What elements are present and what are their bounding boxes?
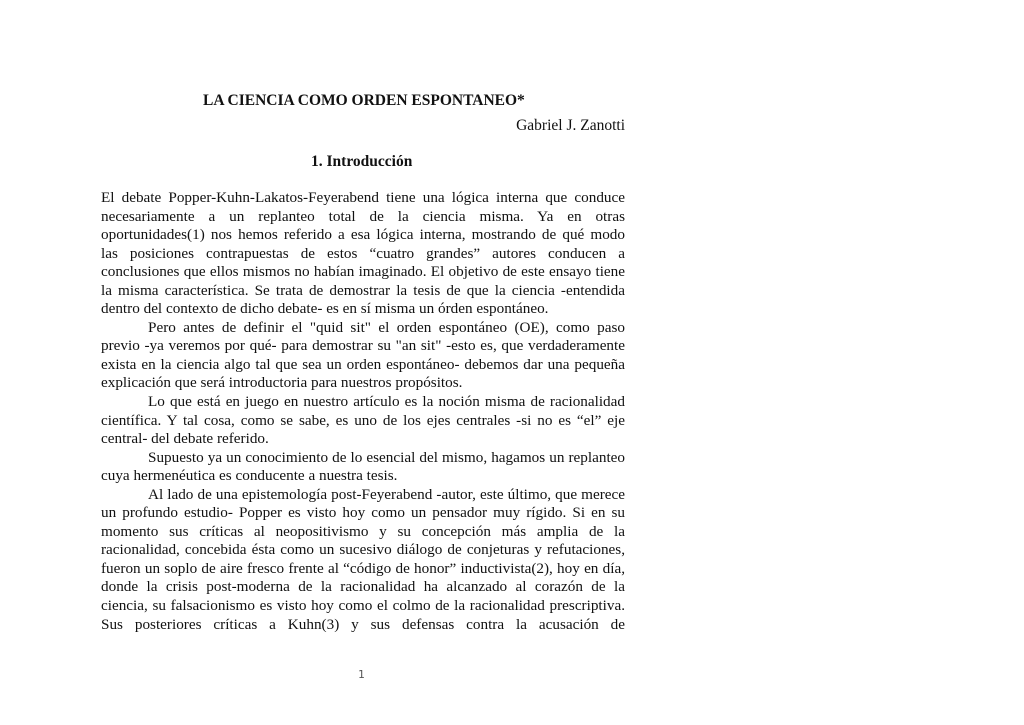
text-line: Al lado de una epistemología post-Feyerabend -autor, este último, que merece xyxy=(148,485,625,503)
text-line: un profundo estudio- Popper es visto hoy como un pensador muy rígido. Si en su xyxy=(101,504,625,522)
text-line: exista en la ciencia algo tal que sea un orden espontáneo- debemos dar una pequeña xyxy=(101,355,625,373)
text-line: Sus posteriores críticas a Kuhn(3) y sus defensas contra la acusación de xyxy=(101,615,625,633)
text-line: ciencia, su falsacionismo es visto hoy como el colmo de la racionalidad prescriptiva. xyxy=(101,597,625,615)
text-line: explicación que será introductoria para nuestros propósitos. xyxy=(101,374,463,392)
text-line: las posiciones contrapuestas de estos “cuatro grandes” autores conducen a xyxy=(101,244,625,262)
text-line: racionalidad, concebida ésta como un sucesivo diálogo de conjeturas y refutaciones, xyxy=(101,541,625,559)
text-line: oportunidades(1) nos hemos referido a esa lógica interna, mostrando de qué modo xyxy=(101,226,625,244)
text-line: necesariamente a un replanteo total de la ciencia misma. Ya en otras xyxy=(101,207,625,225)
text-line: Pero antes de definir el "quid sit" el orden espontáneo (OE), como paso xyxy=(148,318,625,336)
text-line: la misma característica. Se trata de demostrar la tesis de que la ciencia -entendida xyxy=(101,281,625,299)
document-title: LA CIENCIA COMO ORDEN ESPONTANEO* xyxy=(203,92,525,109)
text-line: donde la crisis post-moderna de la racionalidad ha alcanzado al corazón de la xyxy=(101,578,625,596)
text-line: Supuesto ya un conocimiento de lo esencial del mismo, hagamos un replanteo xyxy=(148,448,625,466)
text-line: momento sus críticas al neopositivismo y su concepción más amplia de la xyxy=(101,522,625,540)
text-line: central- del debate referido. xyxy=(101,430,269,448)
text-line: cuya hermenéutica es conducente a nuestra tesis. xyxy=(101,467,398,485)
page-number: 1 xyxy=(358,668,365,681)
text-line: fueron un soplo de aire fresco frente al “código de honor” inductivista(2), hoy en día, xyxy=(101,559,625,577)
text-line: previo -ya veremos por qué- para demostrar su "an sit" -esto es, que verdaderamente xyxy=(101,337,625,355)
text-line: Lo que está en juego en nuestro artículo es la noción misma de racionalidad xyxy=(148,393,625,411)
author-name: Gabriel J. Zanotti xyxy=(516,117,625,134)
text-line: científica. Y tal cosa, como se sabe, es uno de los ejes centrales -si no es “el” eje xyxy=(101,411,625,429)
text-line: El debate Popper-Kuhn-Lakatos-Feyerabend tiene una lógica interna que conduce xyxy=(101,189,625,206)
text-line: conclusiones que ellos mismos no habían imaginado. El objetivo de este ensayo tiene xyxy=(101,263,625,281)
text-line: dentro del contexto de dicho debate- es en sí misma un órden espontáneo. xyxy=(101,300,549,318)
body-text xyxy=(101,189,625,634)
section-heading: 1. Introducción xyxy=(311,153,413,170)
